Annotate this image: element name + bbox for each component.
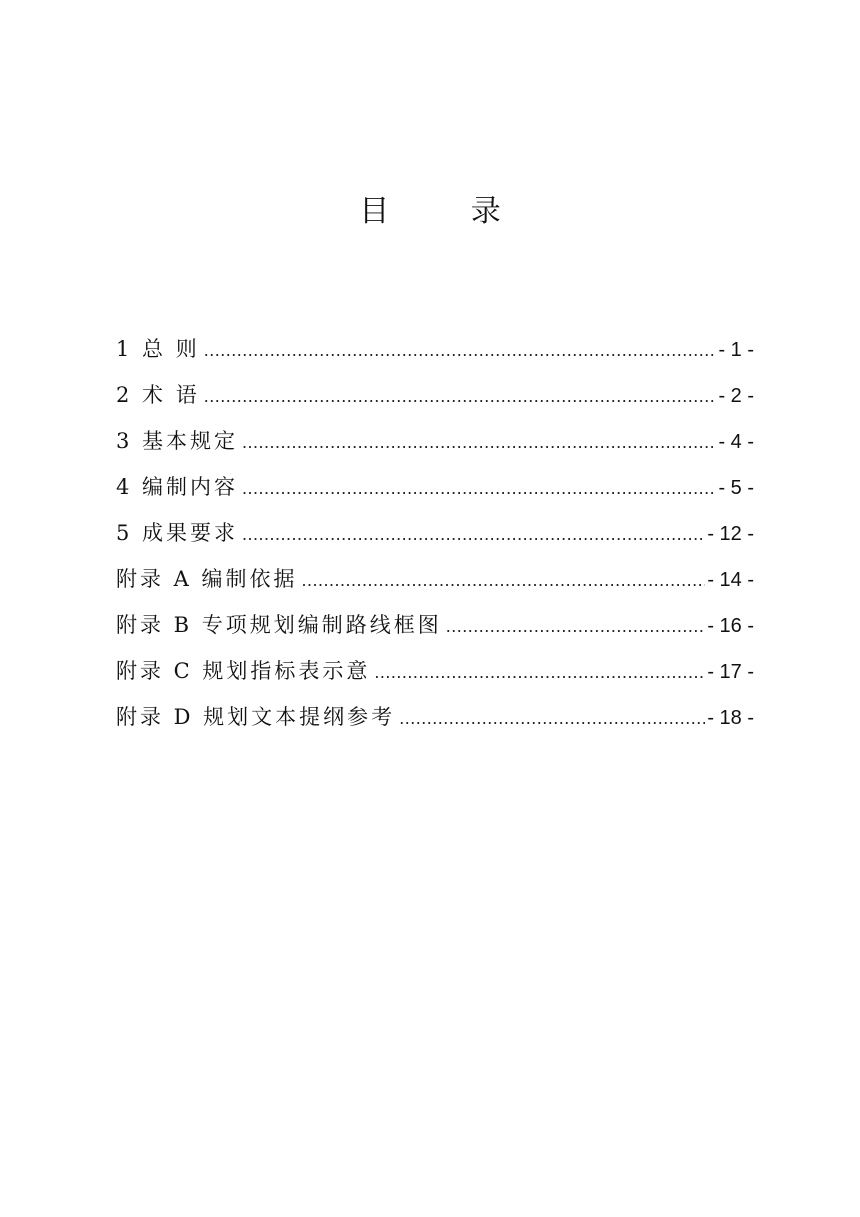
toc-entry-page: - 5 - bbox=[718, 477, 754, 499]
toc-entry-chapter-5[interactable] bbox=[116, 514, 754, 560]
toc-entry-page: - 2 - bbox=[718, 385, 754, 407]
toc-dot-leader bbox=[242, 423, 716, 461]
table-of-contents bbox=[116, 330, 754, 744]
toc-entry-chapter-1[interactable] bbox=[116, 330, 754, 376]
toc-dot-leader bbox=[242, 515, 705, 553]
toc-dot-leader bbox=[204, 377, 717, 415]
toc-entry-label: 2 术 语 bbox=[116, 383, 200, 407]
toc-entry-page: - 12 - bbox=[707, 523, 754, 545]
toc-entry-appendix-a[interactable] bbox=[116, 560, 754, 606]
toc-entry-label: 5 成果要求 bbox=[116, 521, 239, 545]
toc-entry-appendix-c[interactable] bbox=[116, 652, 754, 698]
toc-entry-page: - 18 - bbox=[707, 707, 754, 729]
toc-entry-label: 附录 D 规划文本提纲参考 bbox=[116, 705, 396, 729]
page-title: 目 录 bbox=[359, 194, 537, 229]
toc-entry-page: - 14 - bbox=[707, 569, 754, 591]
toc-entry-label: 附录 A 编制依据 bbox=[116, 567, 298, 591]
toc-entry-label: 3 基本规定 bbox=[116, 429, 239, 453]
toc-entry-chapter-4[interactable] bbox=[116, 468, 754, 514]
toc-entry-label: 1 总 则 bbox=[116, 337, 200, 361]
toc-dot-leader bbox=[302, 561, 706, 599]
toc-entry-chapter-3[interactable] bbox=[116, 422, 754, 468]
toc-dot-leader bbox=[399, 699, 705, 737]
toc-entry-page: - 1 - bbox=[718, 339, 754, 361]
toc-entry-label: 4 编制内容 bbox=[116, 475, 239, 499]
toc-entry-page: - 4 - bbox=[718, 431, 754, 453]
toc-entry-label: 附录 B 专项规划编制路线框图 bbox=[116, 613, 442, 637]
toc-entry-label: 附录 C 规划指标表示意 bbox=[116, 659, 371, 683]
toc-dot-leader bbox=[374, 653, 705, 691]
toc-dot-leader bbox=[446, 607, 706, 645]
toc-entry-chapter-2[interactable] bbox=[116, 376, 754, 422]
toc-entry-page: - 17 - bbox=[707, 661, 754, 683]
toc-dot-leader bbox=[242, 469, 716, 507]
toc-entry-page: - 16 - bbox=[707, 615, 754, 637]
toc-dot-leader bbox=[204, 331, 717, 369]
toc-entry-appendix-b[interactable] bbox=[116, 606, 754, 652]
toc-entry-appendix-d[interactable] bbox=[116, 698, 754, 744]
